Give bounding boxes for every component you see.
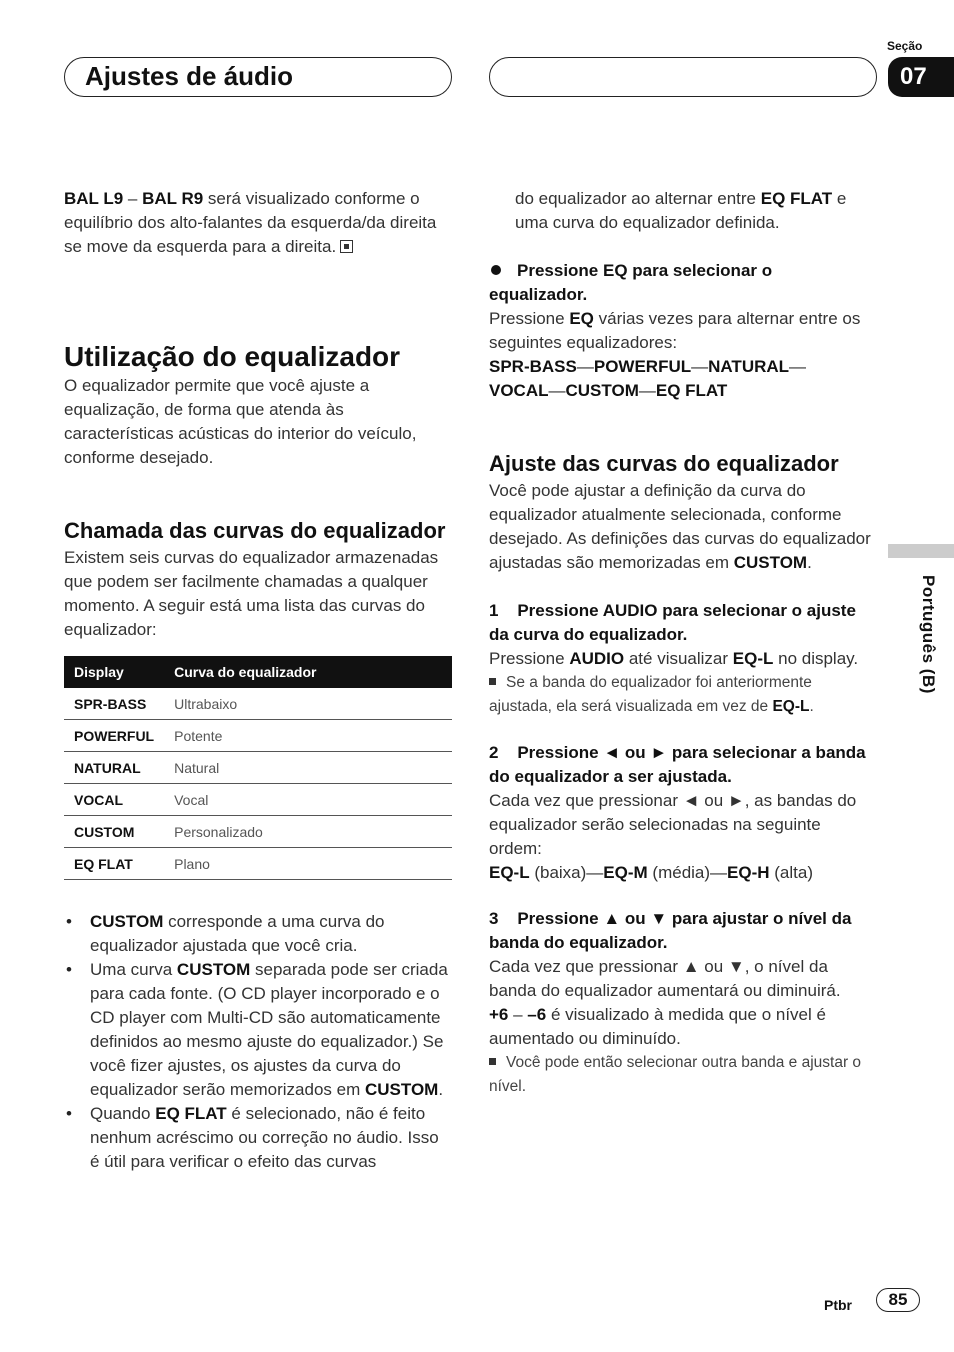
- cell-display: POWERFUL: [64, 720, 164, 752]
- text: é visualizado à medida que o nível é aumentado ou diminuído.: [489, 1005, 826, 1048]
- custom-label: CUSTOM: [176, 960, 251, 979]
- text: do equalizador ao alternar entre: [515, 189, 761, 208]
- press-eq-step: [489, 259, 875, 307]
- level-max: +6: [489, 1005, 509, 1024]
- section-label: Seção: [887, 39, 923, 53]
- band-label: EQ-H: [727, 863, 770, 882]
- audio-label: AUDIO: [569, 649, 625, 668]
- level-range: [489, 1003, 875, 1051]
- step-3-text: Cada vez que pressionar ▲ ou ▼, o nível da banda do equalizador aumentará ou diminuirá.: [489, 957, 841, 1000]
- page-number: 85: [876, 1288, 920, 1312]
- bal-r9-label: BAL R9: [142, 189, 204, 208]
- subheading-adjust: Ajuste das curvas do equalizador: [489, 451, 839, 476]
- cell-curve: Ultrabaixo: [164, 688, 452, 720]
- step-title: Pressione EQ para selecionar o equalizador.: [489, 261, 773, 304]
- bal-l9-label: BAL L9: [64, 189, 124, 208]
- cell-curve: Natural: [164, 752, 452, 784]
- note-text: Se a banda do equalizador foi anteriormente ajustada, ela será visualizada em vez de: [489, 674, 812, 715]
- note-icon: [489, 1058, 496, 1065]
- text: (alta): [769, 863, 814, 882]
- cell-display: SPR-BASS: [64, 688, 164, 720]
- equalizer-intro: O equalizador permite que você ajuste a equalização, de forma que atenda às características acústicas do interior do veículo, conforme desejado.: [64, 376, 417, 467]
- end-mark-icon: [340, 240, 353, 253]
- text: e uma curva do equalizador definida.: [515, 189, 847, 232]
- table-row: [64, 816, 452, 848]
- custom-label: CUSTOM: [364, 1080, 439, 1099]
- cell-curve: Vocal: [164, 784, 452, 816]
- equalizer-sequence: [489, 355, 875, 403]
- side-tab-marker: [888, 544, 954, 558]
- col-header-display: Display: [64, 656, 164, 688]
- custom-label: CUSTOM: [90, 912, 164, 931]
- bullet-icon: [491, 265, 501, 275]
- custom-label: CUSTOM: [733, 553, 808, 572]
- band-label: EQ-L: [489, 863, 530, 882]
- seq-item: NATURAL: [708, 357, 790, 376]
- note-text: Você pode então selecionar outra banda e ajustar o nível.: [489, 1054, 862, 1095]
- eq-label: EQ: [569, 309, 594, 328]
- cell-display: CUSTOM: [64, 816, 164, 848]
- dash: –: [123, 189, 143, 208]
- seq-item: EQ FLAT: [655, 381, 728, 400]
- cell-curve: Personalizado: [164, 816, 452, 848]
- table-row: [64, 848, 452, 880]
- table-row: [64, 752, 452, 784]
- eq-flat-label: EQ FLAT: [155, 1104, 227, 1123]
- left-column: [64, 187, 452, 1174]
- step-2-title: 2 Pressione ◄ ou ► para selecionar a banda do equalizador a ser ajustada.: [489, 743, 871, 786]
- sep: —: [576, 357, 594, 376]
- text: Você pode ajustar a definição da curva do equalizador atualmente selecionada, conforme desejado. As definições das curvas do equalizador ajustadas são memorizadas em: [489, 481, 871, 572]
- balance-text: será visualizado conforme o equilíbrio dos alto-falantes da esquerda/da direita se move da esquerda para a direita.: [64, 189, 437, 256]
- sep: —: [691, 357, 709, 376]
- text: (média)—: [647, 863, 728, 882]
- table-row: [64, 784, 452, 816]
- seq-item: SPR-BASS: [489, 357, 577, 376]
- eq-l-label: EQ-L: [732, 649, 774, 668]
- list-item: [64, 1102, 452, 1174]
- bullet-text: Uma curva: [90, 960, 177, 979]
- step-3-title: 3 Pressione ▲ ou ▼ para ajustar o nível da banda do equalizador.: [489, 909, 857, 952]
- page-title: Ajustes de áudio: [85, 61, 294, 91]
- step-1-text: [489, 647, 875, 671]
- recall-text: Existem seis curvas do equalizador armazenadas que podem ser facilmente chamadas a qualquer momento. A seguir está uma lista das curvas do equalizador:: [64, 548, 439, 639]
- equalizer-table: [64, 656, 452, 880]
- text: Pressione: [489, 309, 570, 328]
- balance-paragraph: [64, 187, 452, 259]
- cell-display: VOCAL: [64, 784, 164, 816]
- bullet-text: é selecionado, não é feito nenhum acréscimo ou correção no áudio. Isso é útil para verificar o efeito das curvas: [90, 1104, 439, 1171]
- language-tab: Português (B): [919, 575, 938, 694]
- sep: —: [548, 381, 566, 400]
- step-1-note: [489, 671, 875, 719]
- press-eq-text: [489, 307, 875, 355]
- list-item: [64, 958, 452, 1102]
- note-text: .: [809, 698, 814, 715]
- header-right-frame: [489, 57, 877, 97]
- cell-display: NATURAL: [64, 752, 164, 784]
- eq-flat-label: EQ FLAT: [760, 189, 833, 208]
- text: no display.: [773, 649, 859, 668]
- table-row: [64, 720, 452, 752]
- cell-curve: Potente: [164, 720, 452, 752]
- bullet-text: Quando: [90, 1104, 156, 1123]
- cell-display: EQ FLAT: [64, 848, 164, 880]
- eq-l-label: EQ-L: [772, 698, 810, 715]
- list-item: [64, 910, 452, 958]
- section-number: 07: [888, 57, 954, 97]
- section-heading: Utilização do equalizador: [64, 341, 401, 372]
- text: Pressione: [489, 649, 570, 668]
- notes-list: [64, 910, 452, 1174]
- text: até visualizar: [624, 649, 733, 668]
- bullet-text: corresponde a uma curva do equalizador ajustada que você cria.: [90, 912, 385, 955]
- band-label: EQ-M: [603, 863, 648, 882]
- seq-item: VOCAL: [489, 381, 549, 400]
- note-icon: [489, 678, 496, 685]
- step-1-title: 1 Pressione AUDIO para selecionar o ajuste da curva do equalizador.: [489, 601, 861, 644]
- text: várias vezes para alternar entre os seguintes equalizadores:: [489, 309, 861, 352]
- sep: —: [638, 381, 656, 400]
- text: –: [508, 1005, 528, 1024]
- bullet-text: .: [438, 1080, 444, 1099]
- table-row: [64, 688, 452, 720]
- text: (baixa)—: [529, 863, 604, 882]
- text: .: [807, 553, 812, 572]
- footer-language: Ptbr: [824, 1297, 852, 1313]
- seq-item: POWERFUL: [593, 357, 692, 376]
- adjust-text: [489, 479, 875, 575]
- right-column: [489, 187, 875, 1099]
- level-min: –6: [527, 1005, 547, 1024]
- sep: —: [789, 357, 807, 376]
- band-order: [489, 861, 875, 885]
- seq-item: CUSTOM: [565, 381, 639, 400]
- cell-curve: Plano: [164, 848, 452, 880]
- step-2-text: Cada vez que pressionar ◄ ou ►, as bandas do equalizador serão selecionadas na seguinte ordem:: [489, 791, 857, 858]
- header-title-frame: [64, 57, 452, 97]
- bullet-text: separada pode ser criada para cada fonte. (O CD player incorporado e o CD player com Multi-CD são automaticamente definidos ao mesmo ajuste do equalizador.) Se você fizer ajustes, os ajustes da curva do equalizador serão memorizados em: [90, 960, 448, 1099]
- col-header-curve: Curva do equalizador: [164, 656, 452, 688]
- continued-text: [489, 187, 875, 235]
- subheading-recall: Chamada das curvas do equalizador: [64, 518, 446, 543]
- step-3-note: [489, 1051, 875, 1099]
